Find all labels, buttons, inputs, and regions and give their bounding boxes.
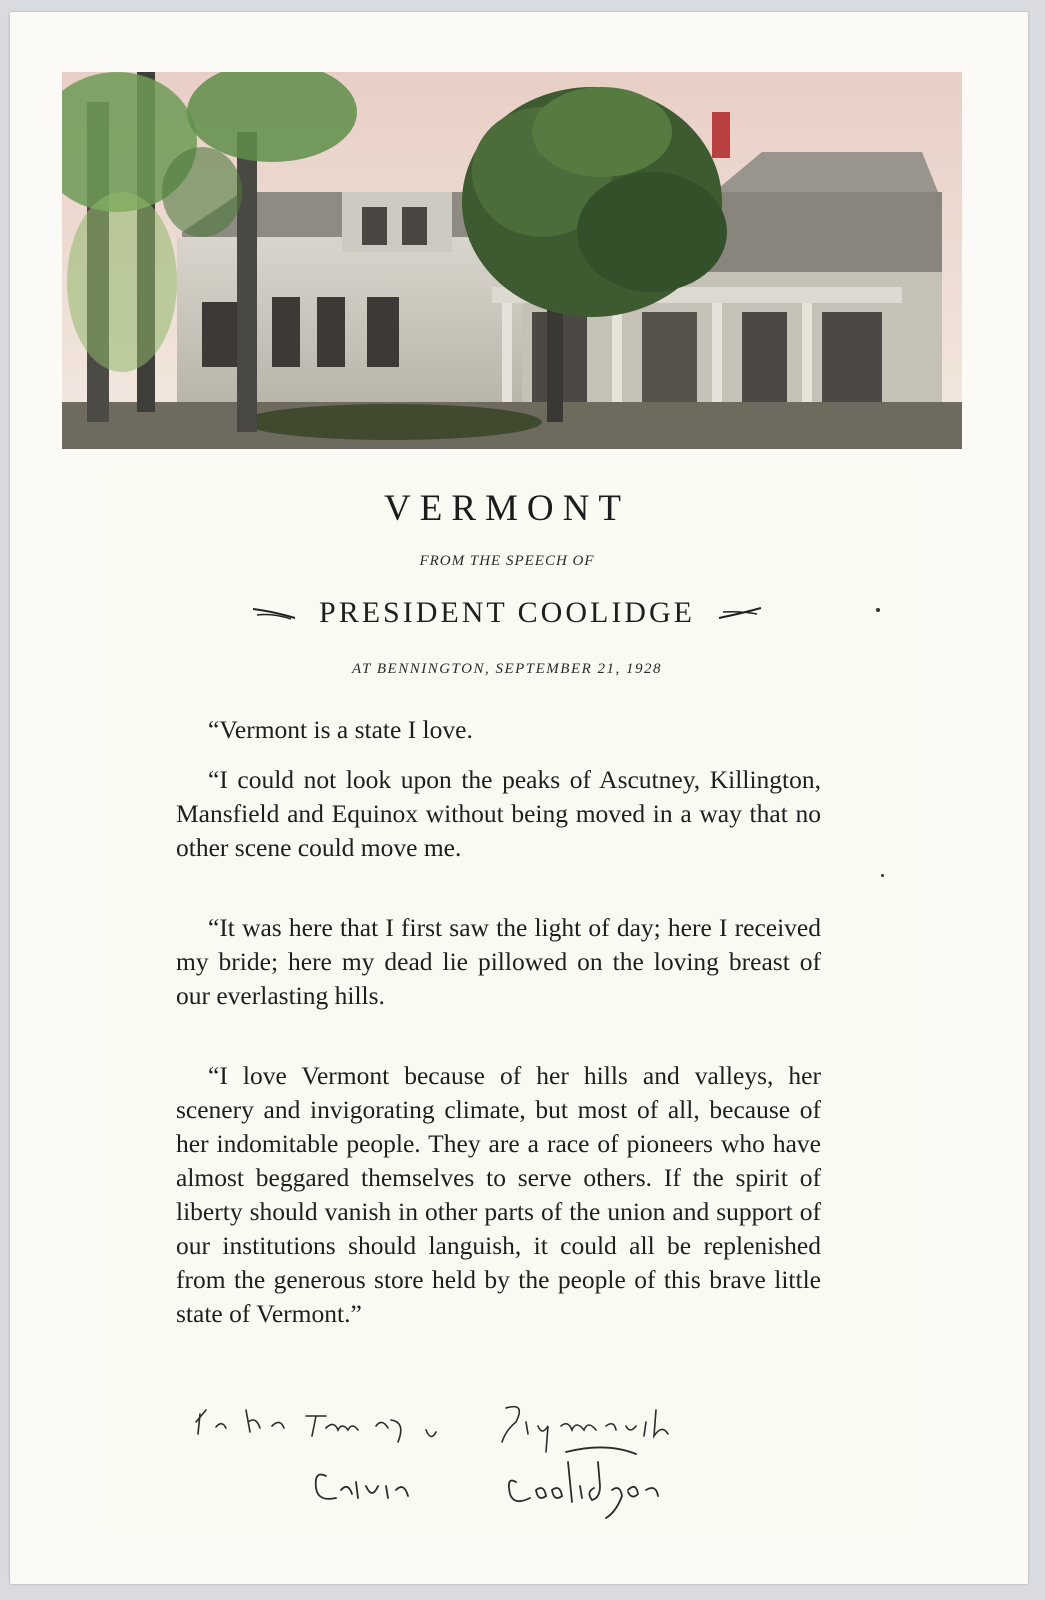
postcard — [10, 12, 1028, 1584]
handwritten-signature — [176, 1402, 776, 1527]
quote-paragraph-2: “I could not look upon the peaks of Ascutney, Killington, Mansfield and Equinox without being moved in a way that no other scene could move me. — [176, 765, 821, 862]
speech-panel — [98, 467, 916, 1532]
signature-icon — [176, 1402, 776, 1527]
speech-occasion: AT BENNINGTON, SEPTEMBER 21, 1928 — [351, 661, 663, 677]
flourish-left-icon — [251, 605, 297, 621]
speck — [881, 874, 884, 877]
house-photo — [62, 72, 962, 449]
quote-paragraph-1: “Vermont is a state I love. — [208, 715, 473, 744]
quote-paragraph-3: “It was here that I first saw the light of day; here I received my bride; here my dead lie pillowed on the loving breast of our everlasting hills. — [176, 913, 821, 1010]
speech-attribution: FROM THE SPEECH OF — [419, 553, 595, 569]
speck — [876, 608, 880, 612]
house-illustration — [62, 72, 962, 449]
flourish-right-icon — [717, 605, 763, 621]
speaker-name: PRESIDENT COOLIDGE — [319, 596, 695, 629]
card-title: VERMONT — [384, 488, 630, 529]
quote-paragraph-4: “I love Vermont because of her hills and valleys, her scenery and invigorating climate, but most of all, because of her indomitable people. They are a race of pioneers who have almost beggared themselves to serve others. If the spirit of liberty should vanish in other parts of the union and support of our institutions should languish, it could all be replenished from the generous store held by the people of this brave little state of Vermont.” — [176, 1061, 821, 1328]
speaker-row — [98, 596, 916, 636]
